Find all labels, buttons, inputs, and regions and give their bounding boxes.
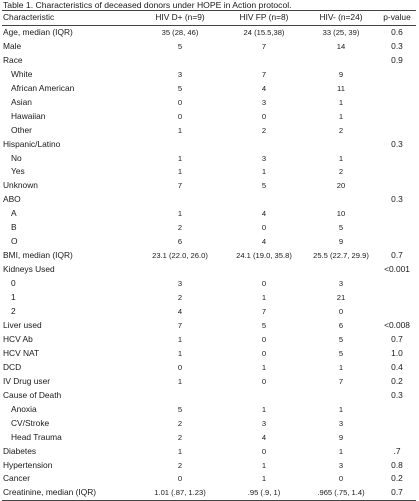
row-label: Diabetes [3, 445, 37, 456]
cell-hiv-neg: 3 [338, 418, 344, 428]
header-hiv-d-plus: HIV D+ (n=9) [136, 11, 224, 26]
row-label: Cancer [3, 473, 30, 484]
cell-hiv-fp: 4 [261, 432, 267, 442]
cell-p-value: 0.3 [391, 389, 403, 400]
row-label: Hispanic/Latino [3, 138, 61, 149]
table-row [2, 54, 416, 68]
cell-hiv-neg: 0 [338, 474, 344, 484]
cell-p-value [378, 291, 416, 305]
cell-hiv-neg: 3 [338, 460, 344, 470]
header-hiv-fp: HIV FP (n=8) [224, 11, 304, 26]
cell-hiv-fp: 7 [261, 69, 267, 79]
cell-hiv-d-plus: 4 [177, 307, 183, 317]
cell-p-value [378, 431, 416, 445]
row-label: DCD [3, 361, 22, 372]
row-label: Age, median (IQR) [3, 26, 73, 37]
table-row [2, 347, 416, 361]
cell-hiv-d-plus: 1 [177, 334, 183, 344]
row-label: Male [3, 40, 22, 51]
cell-p-value: 0.2 [391, 473, 403, 484]
cell-hiv-d-plus: 0 [177, 362, 183, 372]
header-characteristic: Characteristic [2, 11, 136, 26]
header-hiv-neg: HIV- (n=24) [304, 11, 378, 26]
cell-hiv-fp: 0 [261, 111, 267, 121]
row-label: IV Drug user [3, 375, 51, 386]
cell-p-value [378, 152, 416, 166]
table-row [2, 459, 416, 473]
cell-hiv-d-plus: 5 [177, 404, 183, 414]
cell-hiv-neg: 5 [338, 334, 344, 344]
table-row [2, 165, 416, 179]
cell-hiv-fp: 0 [261, 223, 267, 233]
table-row [2, 82, 416, 96]
cell-hiv-neg [304, 263, 378, 277]
table-row [2, 235, 416, 249]
cell-hiv-neg: 3 [338, 279, 344, 289]
row-label: HCV NAT [3, 347, 40, 358]
cell-hiv-d-plus: 5 [177, 83, 183, 93]
table-row [2, 207, 416, 221]
cell-p-value [378, 277, 416, 291]
cell-p-value [378, 235, 416, 249]
cell-hiv-neg [304, 54, 378, 68]
row-label: No [11, 152, 22, 163]
cell-hiv-d-plus: 2 [177, 223, 183, 233]
cell-hiv-d-plus: 23.1 (22.0, 26.0) [152, 251, 208, 261]
table-row [2, 472, 416, 486]
cell-p-value [378, 82, 416, 96]
cell-p-value: 0.7 [378, 486, 416, 500]
cell-hiv-d-plus: 1 [177, 167, 183, 177]
table-row [2, 124, 416, 138]
cell-hiv-d-plus [136, 138, 224, 152]
cell-hiv-d-plus: 3 [177, 69, 183, 79]
cell-hiv-neg: 20 [336, 181, 346, 191]
cell-hiv-fp: 3 [261, 418, 267, 428]
table-row [2, 431, 416, 445]
table-row [2, 389, 416, 403]
cell-p-value: <0.001 [384, 264, 410, 275]
cell-hiv-neg: 9 [338, 69, 344, 79]
table-row [2, 179, 416, 193]
cell-hiv-neg: 5 [338, 223, 344, 233]
cell-hiv-fp: 0 [261, 376, 267, 386]
table-row [2, 138, 416, 152]
cell-hiv-d-plus [136, 193, 224, 207]
cell-hiv-neg: 21 [336, 293, 346, 303]
row-label: Yes [11, 166, 25, 177]
cell-hiv-neg: 25.5 (22.7, 29.9) [313, 251, 369, 261]
cell-hiv-neg [304, 138, 378, 152]
row-label: BMI, median (IQR) [3, 250, 73, 261]
cell-hiv-fp: 7 [261, 41, 267, 51]
cell-p-value [378, 124, 416, 138]
cell-p-value: .7 [393, 445, 401, 456]
cell-hiv-fp: 1 [261, 404, 267, 414]
cell-p-value: 0.6 [391, 26, 403, 37]
row-label: Unknown [3, 180, 38, 191]
cell-p-value: 0.3 [391, 194, 403, 205]
row-label: Asian [11, 96, 32, 107]
cell-p-value: 0.2 [391, 375, 403, 386]
table-body [2, 25, 416, 500]
cell-hiv-fp: 24.1 (19.0, 35.8) [236, 251, 292, 261]
table-caption: Table 1. Characteristics of deceased donors under HOPE in Action protocol. [3, 0, 292, 10]
cell-hiv-fp [224, 138, 304, 152]
table-row [2, 25, 416, 39]
row-label: White [11, 68, 33, 79]
cell-p-value [378, 403, 416, 417]
cell-hiv-neg: 7 [338, 376, 344, 386]
row-label: 2 [11, 306, 16, 317]
cell-hiv-d-plus: 2 [177, 293, 183, 303]
cell-p-value: 0.3 [391, 138, 403, 149]
cell-p-value: <0.008 [384, 319, 410, 330]
cell-hiv-d-plus: 2 [177, 418, 183, 428]
cell-p-value [378, 207, 416, 221]
row-label: Creatinine, median (IQR) [2, 486, 136, 500]
cell-hiv-d-plus: 7 [177, 181, 183, 191]
cell-hiv-neg: 10 [336, 209, 346, 219]
row-label: Race [3, 54, 23, 65]
cell-hiv-fp: 7 [261, 307, 267, 317]
cell-p-value: 1.0 [391, 347, 403, 358]
cell-hiv-fp: 1 [261, 474, 267, 484]
row-label: Hawaiian [11, 110, 46, 121]
cell-hiv-neg: 2 [338, 167, 344, 177]
row-label: Cause of Death [3, 389, 62, 400]
cell-hiv-d-plus [136, 263, 224, 277]
row-label: Anoxia [11, 403, 37, 414]
cell-hiv-neg: 14 [336, 41, 346, 51]
table-row [2, 249, 416, 263]
cell-p-value [378, 417, 416, 431]
cell-hiv-neg: 1 [338, 404, 344, 414]
cell-hiv-fp [224, 193, 304, 207]
table-row [2, 333, 416, 347]
cell-hiv-fp: 24 (15.5,38) [243, 27, 285, 37]
row-label: ABO [3, 194, 21, 205]
cell-hiv-neg: 1 [338, 97, 344, 107]
cell-hiv-d-plus: 2 [177, 432, 183, 442]
cell-hiv-neg: 1 [338, 111, 344, 121]
donor-characteristics-table [2, 10, 416, 501]
row-label: Liver used [3, 319, 42, 330]
cell-p-value: 0.3 [391, 40, 403, 51]
header-p-value: p-value [378, 11, 416, 26]
cell-hiv-d-plus: 1 [177, 446, 183, 456]
cell-hiv-d-plus [136, 389, 224, 403]
table-row [2, 152, 416, 166]
row-label: O [11, 236, 18, 247]
table-row [2, 291, 416, 305]
cell-hiv-fp: 0 [261, 446, 267, 456]
cell-hiv-d-plus: 1.01 (.87, 1.23) [136, 486, 224, 500]
row-label: 0 [11, 278, 16, 289]
cell-hiv-fp: 2 [261, 125, 267, 135]
table-row [2, 403, 416, 417]
cell-hiv-neg: 33 (25, 39) [322, 27, 360, 37]
cell-p-value: 0.7 [391, 250, 403, 261]
cell-hiv-d-plus: 5 [177, 41, 183, 51]
table-row [2, 96, 416, 110]
table-row [2, 417, 416, 431]
table-row [2, 375, 416, 389]
table-row [2, 319, 416, 333]
cell-p-value [378, 110, 416, 124]
table-row [2, 263, 416, 277]
row-label: Other [11, 124, 32, 135]
cell-hiv-d-plus: 1 [177, 153, 183, 163]
cell-hiv-d-plus [136, 54, 224, 68]
cell-hiv-fp: 4 [261, 83, 267, 93]
cell-p-value: 0.4 [391, 361, 403, 372]
row-label: HCV Ab [3, 333, 33, 344]
row-label: B [11, 222, 17, 233]
cell-hiv-neg: 1 [338, 362, 344, 372]
table-row [2, 445, 416, 459]
cell-hiv-d-plus: 6 [177, 237, 183, 247]
cell-hiv-fp: 5 [261, 181, 267, 191]
cell-hiv-fp [224, 54, 304, 68]
cell-hiv-fp: 3 [261, 153, 267, 163]
row-label: 1 [11, 292, 16, 303]
row-label: Head Trauma [11, 431, 62, 442]
row-label: African American [11, 82, 75, 93]
cell-hiv-d-plus: 0 [177, 111, 183, 121]
cell-hiv-fp: .95 (.9, 1) [224, 486, 304, 500]
cell-hiv-fp: 1 [261, 167, 267, 177]
cell-hiv-d-plus: 3 [177, 279, 183, 289]
table-row [2, 305, 416, 319]
cell-p-value [378, 305, 416, 319]
cell-hiv-fp [224, 389, 304, 403]
cell-hiv-neg: 6 [338, 320, 344, 330]
cell-hiv-neg: 9 [338, 237, 344, 247]
table-row [2, 68, 416, 82]
cell-hiv-d-plus: 1 [177, 209, 183, 219]
cell-hiv-neg: 11 [337, 83, 345, 93]
cell-hiv-fp: 1 [261, 460, 267, 470]
cell-p-value: 0.8 [391, 459, 403, 470]
cell-hiv-fp: 3 [261, 97, 267, 107]
cell-hiv-fp: 1 [261, 362, 267, 372]
cell-hiv-fp: 0 [261, 279, 267, 289]
cell-hiv-neg: 2 [338, 125, 344, 135]
row-label: CV/Stroke [11, 417, 50, 428]
cell-hiv-d-plus: 7 [177, 320, 183, 330]
cell-hiv-neg: 9 [338, 432, 344, 442]
cell-p-value [378, 68, 416, 82]
cell-hiv-neg: 1 [338, 153, 344, 163]
cell-hiv-d-plus: 2 [177, 460, 183, 470]
cell-p-value [378, 96, 416, 110]
cell-hiv-fp: 1 [261, 293, 267, 303]
cell-p-value: 0.7 [391, 333, 403, 344]
cell-p-value [378, 221, 416, 235]
cell-hiv-neg: .965 (.75, 1.4) [304, 486, 378, 500]
cell-hiv-neg: 5 [338, 348, 344, 358]
cell-p-value [378, 179, 416, 193]
table-row [2, 361, 416, 375]
table-row [2, 110, 416, 124]
cell-hiv-fp: 0 [261, 334, 267, 344]
table-row [2, 277, 416, 291]
cell-hiv-fp: 4 [261, 209, 267, 219]
table-row [2, 40, 416, 54]
cell-hiv-d-plus: 1 [177, 125, 183, 135]
cell-hiv-fp [224, 263, 304, 277]
table-row [2, 193, 416, 207]
row-label: Kidneys Used [3, 264, 55, 275]
table-header-row [2, 11, 416, 26]
cell-hiv-fp: 0 [261, 348, 267, 358]
cell-hiv-d-plus: 0 [177, 474, 183, 484]
table-row [2, 221, 416, 235]
cell-hiv-fp: 5 [261, 320, 267, 330]
cell-hiv-d-plus: 35 (28, 46) [161, 27, 199, 37]
row-label: A [11, 208, 17, 219]
row-label: Hypertension [3, 459, 53, 470]
cell-p-value: 0.9 [391, 54, 403, 65]
cell-hiv-neg: 1 [338, 446, 344, 456]
cell-hiv-d-plus: 0 [177, 97, 183, 107]
cell-hiv-d-plus: 1 [177, 348, 183, 358]
cell-hiv-fp: 4 [261, 237, 267, 247]
cell-p-value [378, 165, 416, 179]
cell-hiv-d-plus: 1 [177, 376, 183, 386]
cell-hiv-neg: 0 [338, 307, 344, 317]
cell-hiv-neg [304, 389, 378, 403]
cell-hiv-neg [304, 193, 378, 207]
